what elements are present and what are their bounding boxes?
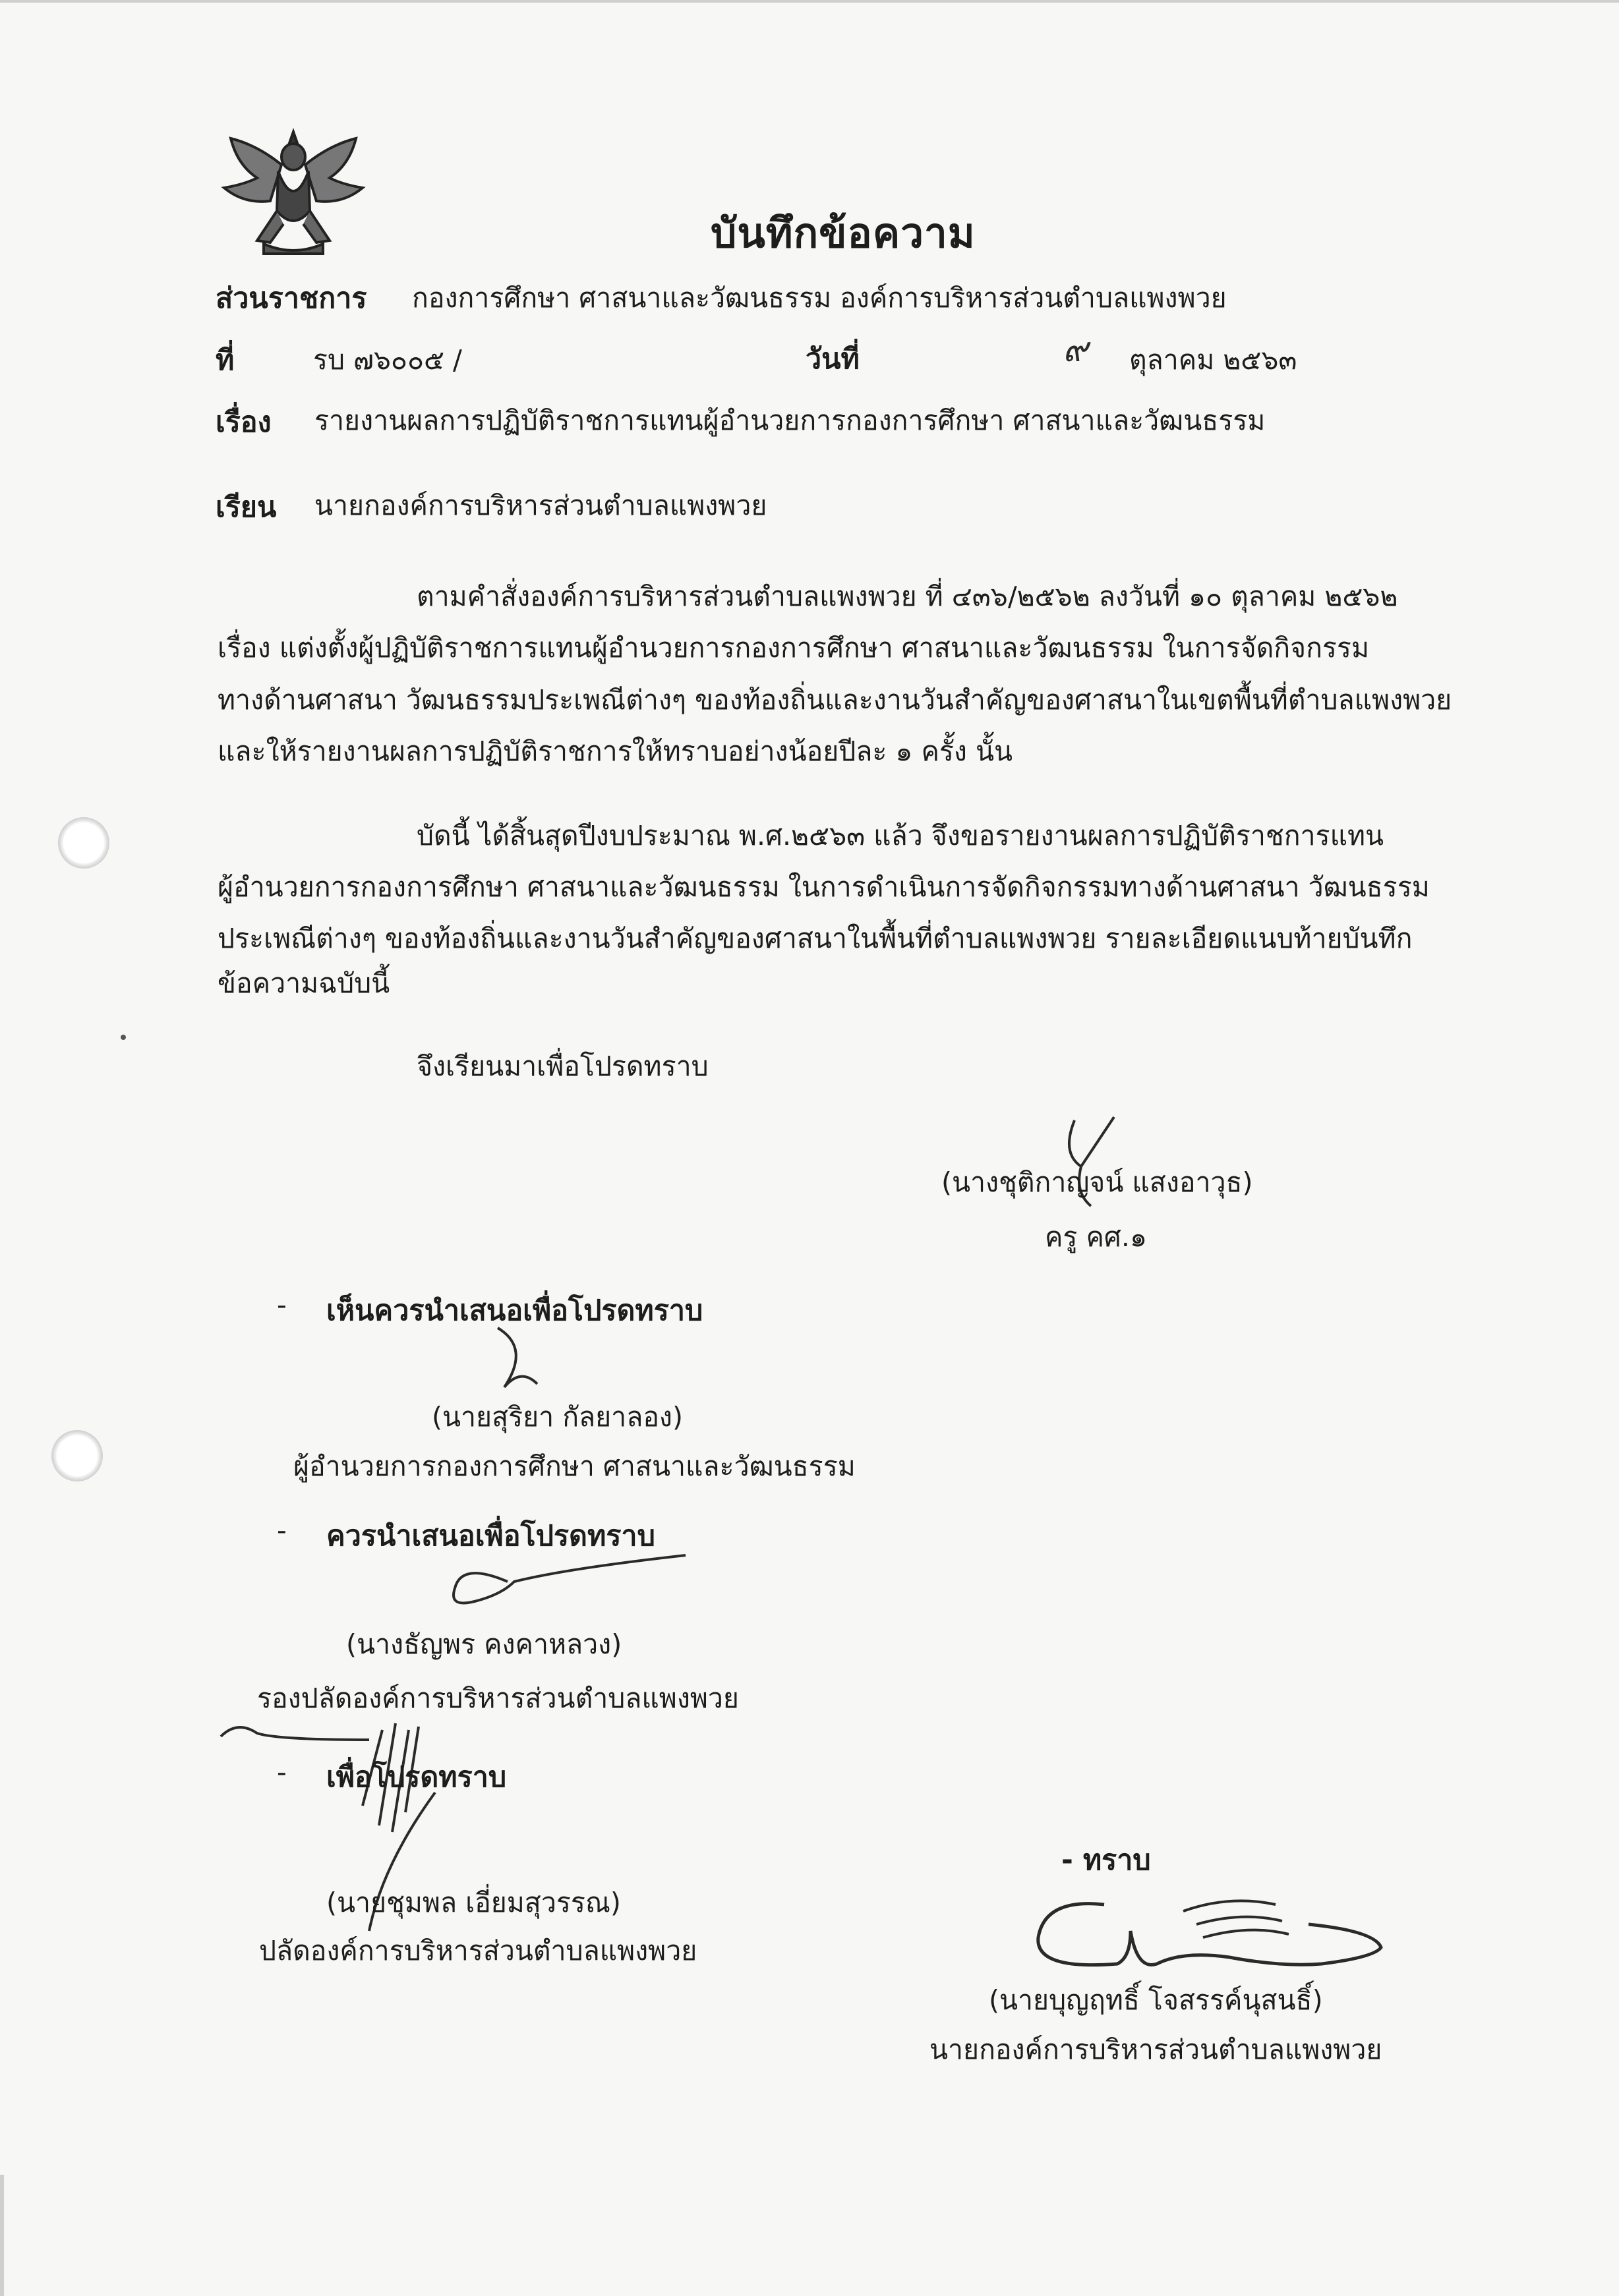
scan-edge	[0, 2175, 4, 2296]
to-value: นายกองค์การบริหารส่วนตำบลแพงพวย	[314, 490, 767, 521]
endorse-dash: -	[277, 1514, 287, 1546]
paragraph1-line: ตามคำสั่งองค์การบริหารส่วนตำบลแพงพวย ที่ ๔๓๖/๒๕๖๒ ลงวันที่ ๑๐ ตุลาคม ๒๕๖๒	[417, 581, 1398, 612]
endorse3-name: (นายชุมพล เอี่ยมสุวรรณ)	[326, 1887, 621, 1918]
closing-phrase: จึงเรียนมาเพื่อโปรดทราบ	[417, 1050, 709, 1082]
signer1-position: ครู คศ.๑	[1045, 1221, 1147, 1253]
paragraph2-line: ประเพณีต่างๆ ของท้องถิ่นและงานวันสำคัญของศาสนาในพื้นที่ตำบลแพงพวย รายละเอียดแนบท้ายบันทึก	[218, 923, 1413, 954]
paragraph2-line: บัดนี้ ได้สิ้นสุดปีงบประมาณ พ.ศ.๒๕๖๓ แล้ว จึงขอรายงานผลการปฏิบัติราชการแทน	[417, 820, 1384, 851]
signature	[448, 1542, 692, 1615]
signature	[485, 1321, 557, 1394]
paragraph2-line: ข้อความฉบับนี้	[218, 967, 390, 999]
endorse4-name: (นายบุญฤทธิ์ โจสรรค์นุสนธิ์)	[989, 1984, 1323, 2016]
endorse1-name: (นายสุริยา กัลยาลอง)	[432, 1401, 683, 1433]
agency-value: กองการศึกษา ศาสนาและวัฒนธรรม องค์การบริหารส่วนตำบลแพงพวย	[412, 282, 1227, 314]
paragraph2-line: ผู้อำนวยการกองการศึกษา ศาสนาและวัฒนธรรม ในการดำเนินการจัดกิจกรรมทางด้านศาสนา วัฒนธรรม	[218, 871, 1430, 903]
endorse-dash: -	[277, 1289, 287, 1321]
memo-title: บันทึกข้อความ	[711, 209, 976, 257]
garuda-emblem-icon	[218, 125, 369, 264]
signer1-name: (นางชุติกาญจน์ แสงอาวุธ)	[941, 1166, 1253, 1198]
subject-value: รายงานผลการปฏิบัติราชการแทนผู้อำนวยการกองการศึกษา ศาสนาและวัฒนธรรม	[314, 405, 1266, 436]
endorse3-position: ปลัดองค์การบริหารส่วนตำบลแพงพวย	[259, 1935, 697, 1966]
endorse3-remark: เพื่อโปรดทราบ	[326, 1761, 507, 1794]
scan-edge	[0, 0, 1619, 3]
agency-label: ส่วนราชการ	[216, 282, 367, 315]
punch-hole-icon	[58, 817, 109, 869]
endorse1-position: ผู้อำนวยการกองการศึกษา ศาสนาและวัฒนธรรม	[293, 1450, 856, 1482]
ref-number: รบ ๗๖๐๐๕ /	[313, 344, 462, 376]
date-day-handwritten: ๙	[1063, 330, 1088, 370]
endorse-dash: -	[277, 1756, 287, 1788]
endorse4-position: นายกองค์การบริหารส่วนตำบลแพงพวย	[929, 2034, 1382, 2065]
paragraph1-line: และให้รายงานผลการปฏิบัติราชการให้ทราบอย่างน้อยปีละ ๑ ครั้ง นั้น	[218, 735, 1013, 767]
endorse2-position: รองปลัดองค์การบริหารส่วนตำบลแพงพวย	[257, 1682, 739, 1714]
paper-mark	[121, 1035, 126, 1040]
endorse4-remark: - ทราบ	[1061, 1844, 1151, 1877]
subject-label: เรื่อง	[216, 406, 272, 439]
endorse2-remark: ควรนำเสนอเพื่อโปรดทราบ	[326, 1520, 655, 1553]
paragraph1-line: เรื่อง แต่งตั้งผู้ปฏิบัติราชการแทนผู้อำนวยการกองการศึกษา ศาสนาและวัฒนธรรม ในการจัดกิจกรรม	[218, 632, 1369, 664]
date-label: วันที่	[806, 343, 860, 376]
to-label: เรียน	[216, 491, 277, 524]
ref-label: ที่	[216, 344, 235, 377]
punch-hole-icon	[51, 1430, 103, 1481]
endorse1-remark: เห็นควรนำเสนอเพื่อโปรดทราบ	[326, 1294, 703, 1327]
paragraph1-line: ทางด้านศาสนา วัฒนธรรมประเพณีต่างๆ ของท้องถิ่นและงานวันสำคัญของศาสนาในเขตพื้นที่ตำบลแพงพวย	[218, 684, 1452, 716]
endorse2-name: (นางธัญพร คงคาหลวง)	[346, 1628, 622, 1660]
date-value: ตุลาคม ๒๕๖๓	[1129, 344, 1297, 376]
signature	[1032, 1885, 1388, 1984]
